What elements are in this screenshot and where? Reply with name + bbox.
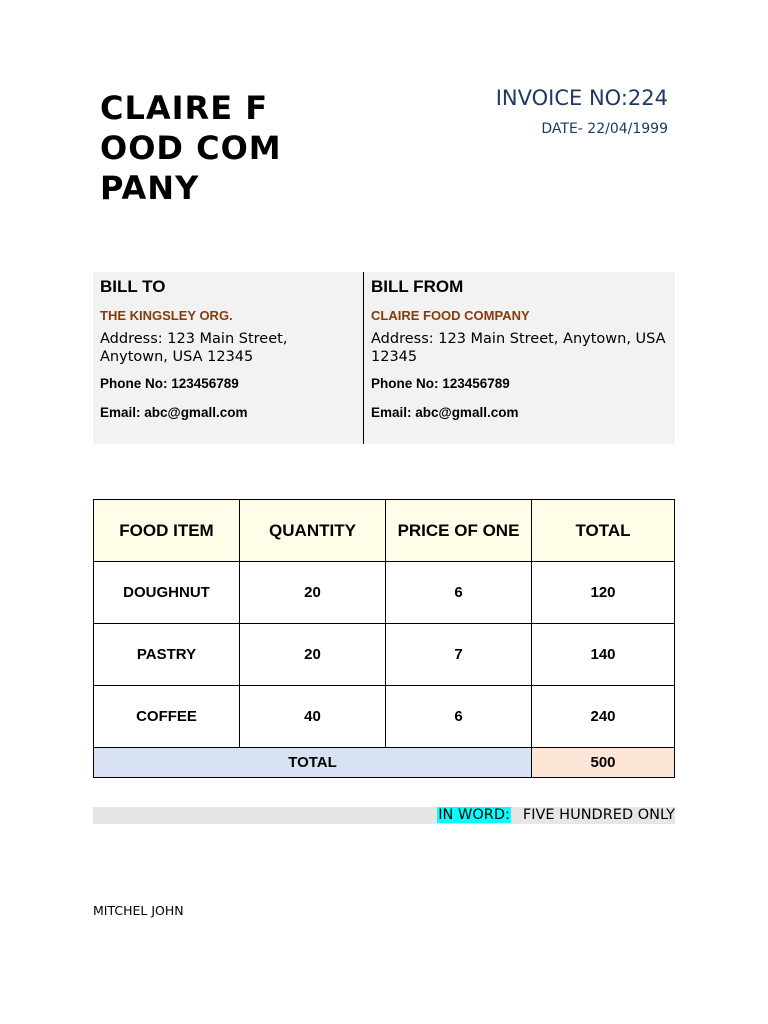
table-row (94, 624, 675, 686)
bill-to-heading: BILL TO (100, 277, 166, 296)
column-header: FOOD ITEM (94, 500, 240, 562)
amount-in-words-label: IN WORD: (438, 807, 510, 823)
billing-section (93, 272, 675, 444)
column-header: TOTAL (532, 500, 675, 562)
bill-from-address: Address: 123 Main Street, Anytown, USA 12345 (371, 331, 666, 365)
signature-name: MITCHEL JOHN (93, 903, 184, 918)
table-row (94, 686, 675, 748)
table-cell: 40 (240, 686, 386, 748)
table-cell: PASTRY (94, 624, 240, 686)
bill-to-email: Email: abc@gmall.com (100, 405, 248, 420)
total-label: TOTAL (94, 748, 532, 778)
table-cell: 240 (532, 686, 675, 748)
table-cell: COFFEE (94, 686, 240, 748)
table-cell: 20 (240, 562, 386, 624)
table-header-row (94, 500, 675, 562)
table-cell: DOUGHNUT (94, 562, 240, 624)
total-row (94, 748, 675, 778)
table-cell: 7 (386, 624, 532, 686)
amount-in-words-value: FIVE HUNDRED ONLY (522, 807, 675, 823)
column-header: PRICE OF ONE (386, 500, 532, 562)
items-table (93, 499, 675, 778)
bill-to-column (93, 272, 364, 444)
table-cell: 120 (532, 562, 675, 624)
bill-from-phone: Phone No: 123456789 (371, 376, 510, 391)
table-cell: 6 (386, 686, 532, 748)
bill-to-phone: Phone No: 123456789 (100, 376, 239, 391)
table-cell: 140 (532, 624, 675, 686)
bill-from-email: Email: abc@gmall.com (371, 405, 519, 420)
table-row (94, 562, 675, 624)
bill-to-name: THE KINGSLEY ORG. (100, 308, 233, 323)
table-cell: 20 (240, 624, 386, 686)
amount-in-words (93, 807, 675, 824)
invoice-date: DATE- 22/04/1999 (541, 121, 668, 137)
company-name: CLAIRE FOOD COMPANY (100, 89, 282, 207)
column-header: QUANTITY (240, 500, 386, 562)
bill-from-heading: BILL FROM (371, 277, 464, 296)
table-cell: 6 (386, 562, 532, 624)
total-value: 500 (532, 748, 675, 778)
invoice-number: INVOICE NO:224 (495, 86, 668, 110)
bill-from-name: CLAIRE FOOD COMPANY (371, 308, 530, 323)
bill-from-column (364, 272, 675, 444)
bill-to-address: Address: 123 Main Street, Anytown, USA 12345 (100, 331, 288, 365)
